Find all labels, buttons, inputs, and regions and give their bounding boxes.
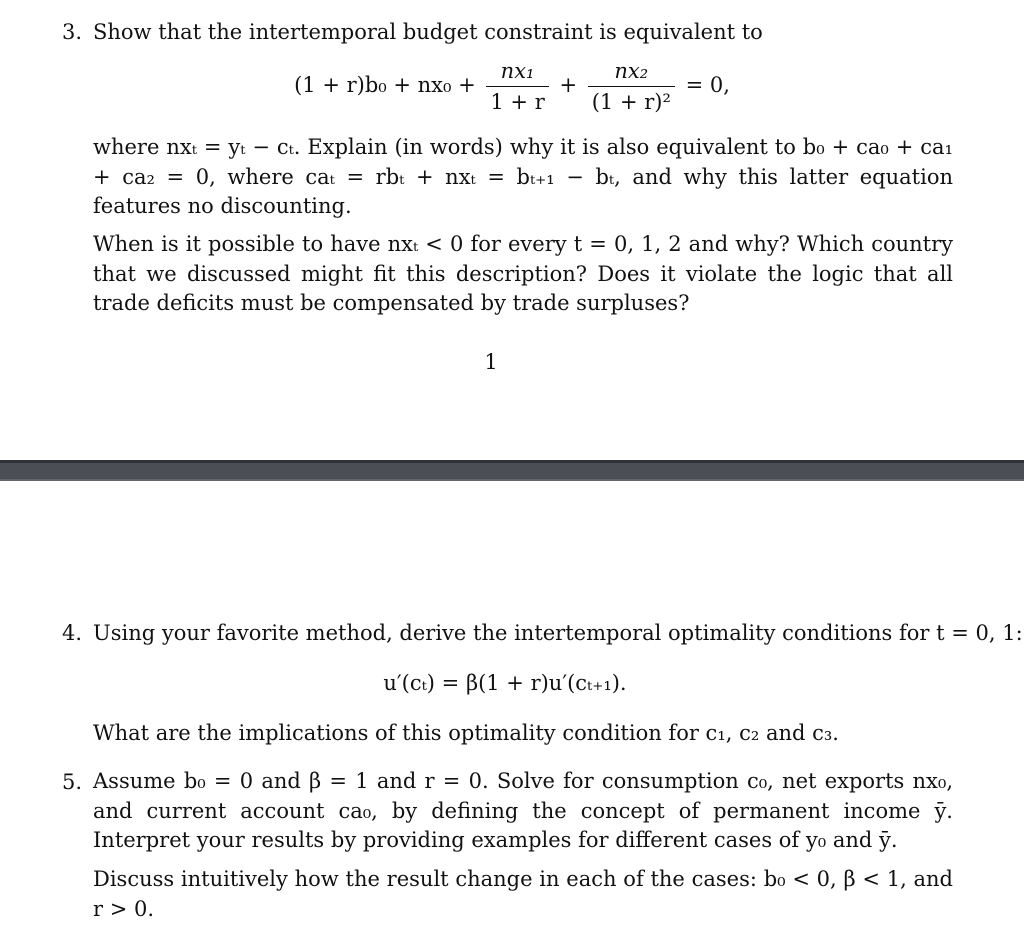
- question-4-number: 4.: [62, 621, 83, 645]
- page-separator: [0, 460, 1024, 481]
- question-3-prompt: Show that the intertemporal budget constraint is equivalent to: [93, 20, 763, 44]
- fraction-1: [486, 58, 548, 115]
- fraction-1-numerator: nx₁: [486, 58, 548, 87]
- question-4-prompt: Using your favorite method, derive the intertemporal optimality conditions for t = 0, 1:: [93, 621, 1023, 645]
- question-3-paragraph-1: where nxₜ = yₜ − cₜ. Explain (in words) why it is also equivalent to b₀ + ca₀ + ca₁ + ca₂ = 0, where caₜ = rbₜ + nxₜ = bₜ₊₁ − bₜ, and why this latter equation features no discounting.: [93, 135, 953, 218]
- fraction-1-denominator: 1 + r: [490, 90, 545, 114]
- equation-lhs: (1 + r)b₀ + nx₀ +: [294, 73, 476, 97]
- equation-plus: +: [559, 73, 578, 97]
- question-4-paragraph: What are the implications of this optimality condition for c₁, c₂ and c₃.: [93, 721, 839, 745]
- question-5-paragraph-2: Discuss intuitively how the result change in each of the cases: b₀ < 0, β < 1, and r > 0.: [93, 867, 953, 921]
- question-3-number: 3.: [62, 20, 83, 44]
- page-top: [0, 0, 1024, 460]
- fraction-2: [588, 58, 675, 115]
- fraction-2-denominator: (1 + r)²: [591, 90, 671, 114]
- equation-rhs: = 0,: [685, 73, 730, 97]
- question-3-paragraph-2: When is it possible to have nxₜ < 0 for every t = 0, 1, 2 and why? Which country that we discussed might fit this description? Does it violate the logic that all trade deficits must be compensated by trade surpluses?: [93, 232, 953, 315]
- budget-constraint-equation: [0, 58, 1024, 115]
- page-bottom: [0, 481, 1024, 925]
- fraction-2-numerator: nx₂: [588, 58, 675, 87]
- optimality-condition-equation: u′(cₜ) = β(1 + r)u′(cₜ₊₁).: [383, 671, 627, 695]
- question-5-paragraph-1: Assume b₀ = 0 and β = 1 and r = 0. Solve for consumption c₀, net exports nx₀, and current account ca₀, by defining the concept of permanent income ȳ. Interpret your results by providing examples for different cases of y₀ and ȳ.: [93, 769, 953, 852]
- page-number: 1: [484, 350, 498, 374]
- question-5-number: 5.: [62, 770, 83, 794]
